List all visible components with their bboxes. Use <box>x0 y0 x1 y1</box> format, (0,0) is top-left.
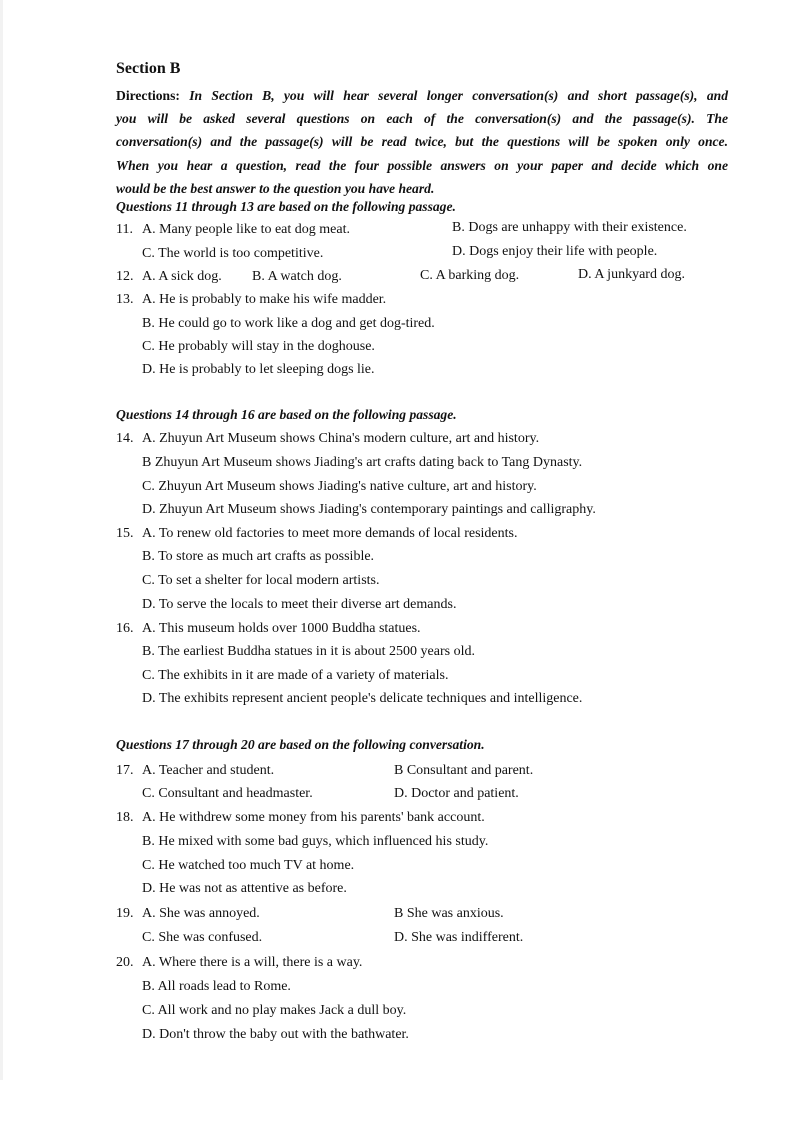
question-number: 20. <box>116 955 134 970</box>
option-18-a: A. He withdrew some money from his parents' bank account. <box>142 810 485 825</box>
option-19-c: C. She was confused. <box>142 930 263 945</box>
question-number: 11. <box>116 222 133 237</box>
option-14-c: C. Zhuyun Art Museum shows Jiading's native culture, art and history. <box>142 479 537 494</box>
group-heading-14-16: Questions 14 through 16 are based on the following passage. <box>116 407 457 422</box>
option-15-c: C. To set a shelter for local modern artists. <box>142 573 380 588</box>
option-18-d: D. He was not as attentive as before. <box>142 881 347 896</box>
directions-line: you will be asked several questions on each of the conversation(s) and the passage(s). The <box>116 111 728 127</box>
option-12-b: B. A watch dog. <box>252 269 342 284</box>
option-13-c: C. He probably will stay in the doghouse. <box>142 339 375 354</box>
option-20-b: B. All roads lead to Rome. <box>142 979 291 994</box>
question-number: 18. <box>116 810 134 825</box>
option-15-d: D. To serve the locals to meet their diverse art demands. <box>142 597 457 612</box>
option-16-a: A. This museum holds over 1000 Buddha statues. <box>142 621 421 636</box>
option-11-b: B. Dogs are unhappy with their existence. <box>452 220 687 235</box>
question-number: 12. <box>116 269 134 284</box>
group-heading-17-20: Questions 17 through 20 are based on the following conversation. <box>116 737 485 752</box>
option-16-d: D. The exhibits represent ancient people's delicate techniques and intelligence. <box>142 691 583 706</box>
directions-lead: Directions: <box>116 88 180 103</box>
option-15-a: A. To renew old factories to meet more demands of local residents. <box>142 526 518 541</box>
option-12-d: D. A junkyard dog. <box>578 267 685 282</box>
option-17-b: B Consultant and parent. <box>394 763 534 778</box>
option-19-a: A. She was annoyed. <box>142 906 260 921</box>
option-11-c: C. The world is too competitive. <box>142 246 324 261</box>
option-18-b: B. He mixed with some bad guys, which influenced his study. <box>142 834 489 849</box>
directions-line: conversation(s) and the passage(s) will be read twice, but the questions will be spoken only once. <box>116 134 728 150</box>
option-17-c: C. Consultant and headmaster. <box>142 786 313 801</box>
question-number: 16. <box>116 621 134 636</box>
option-16-c: C. The exhibits in it are made of a variety of materials. <box>142 668 449 683</box>
option-16-b: B. The earliest Buddha statues in it is about 2500 years old. <box>142 644 475 659</box>
question-number: 19. <box>116 906 134 921</box>
option-20-a: A. Where there is a will, there is a way. <box>142 955 363 970</box>
option-14-d: D. Zhuyun Art Museum shows Jiading's contemporary paintings and calligraphy. <box>142 502 596 517</box>
question-number: 15. <box>116 526 134 541</box>
section-title: Section B <box>116 60 181 77</box>
option-13-d: D. He is probably to let sleeping dogs lie. <box>142 362 375 377</box>
option-19-b: B She was anxious. <box>394 906 504 921</box>
scan-edge <box>0 0 3 1080</box>
option-17-d: D. Doctor and patient. <box>394 786 519 801</box>
option-11-a: A. Many people like to eat dog meat. <box>142 222 350 237</box>
directions-line: Directions: In Section B, you will hear several longer conversation(s) and short passage(s), and <box>116 88 728 103</box>
group-heading-11-13: Questions 11 through 13 are based on the following passage. <box>116 199 456 214</box>
option-15-b: B. To store as much art crafts as possible. <box>142 549 375 564</box>
option-14-a: A. Zhuyun Art Museum shows China's modern culture, art and history. <box>142 431 540 446</box>
directions-line: When you hear a question, read the four possible answers on your paper and decide which one <box>116 157 728 173</box>
question-number: 14. <box>116 431 134 446</box>
option-12-c: C. A barking dog. <box>420 268 520 283</box>
option-14-b: B Zhuyun Art Museum shows Jiading's art crafts dating back to Tang Dynasty. <box>142 455 583 470</box>
option-13-b: B. He could go to work like a dog and get dog-tired. <box>142 316 435 331</box>
option-20-d: D. Don't throw the baby out with the bathwater. <box>142 1027 409 1042</box>
option-19-d: D. She was indifferent. <box>394 930 524 945</box>
option-13-a: A. He is probably to make his wife madder. <box>142 292 387 307</box>
question-number: 13. <box>116 292 134 307</box>
option-20-c: C. All work and no play makes Jack a dull boy. <box>142 1003 407 1018</box>
directions-line: would be the best answer to the question you have heard. <box>116 180 435 196</box>
directions <box>116 84 728 200</box>
question-number: 17. <box>116 763 134 778</box>
option-18-c: C. He watched too much TV at home. <box>142 858 355 873</box>
option-11-d: D. Dogs enjoy their life with people. <box>452 244 658 259</box>
option-17-a: A. Teacher and student. <box>142 763 275 778</box>
option-12-a: A. A sick dog. <box>142 269 222 284</box>
